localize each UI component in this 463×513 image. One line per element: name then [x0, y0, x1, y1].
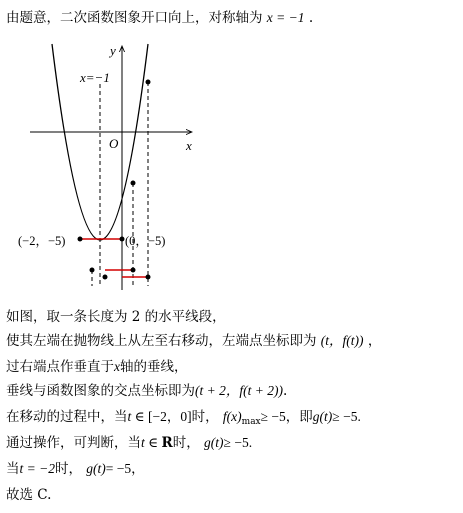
step-4-end: .: [282, 383, 288, 399]
step-line-4: [6, 382, 287, 400]
point-top-right: [146, 80, 151, 85]
step-5-c: ，即: [285, 409, 313, 425]
intro-end: .: [308, 10, 314, 26]
step-line-2: [6, 332, 381, 350]
step-3-var: x: [114, 359, 120, 374]
point-left-label: (−2，−5): [18, 234, 66, 248]
step-5-f: f(x): [222, 409, 242, 424]
symmetry-equation: x = −1: [266, 10, 305, 25]
y-axis-label: y: [110, 43, 116, 58]
step-1-text: 如图，取一条长度为 2 的水平线段，: [6, 309, 226, 325]
point-right-bottom: [146, 275, 151, 280]
step-2-coord: (t，f(t)): [320, 333, 364, 348]
step-6-ineq: ≥ −5.: [223, 435, 253, 450]
step-5-interval: ∈ [−2，0]: [131, 409, 192, 424]
step-5-b: 时，: [191, 409, 219, 425]
origin-label: O: [109, 136, 119, 151]
step-line-7: [6, 460, 145, 478]
step-7-g: g(t): [86, 461, 106, 476]
step-7-eq: t = −2: [19, 461, 55, 476]
step-line-1: [6, 308, 226, 326]
step-5-ineq2: ≥ −5.: [332, 409, 361, 424]
point-0-minus5: [120, 237, 125, 242]
point-vertex-segment: [103, 275, 108, 280]
step-6-R: R: [161, 435, 173, 451]
step-4-text: 垂线与函数图象的交点坐标即为: [6, 383, 195, 399]
point-near-vertex-left: [90, 268, 95, 273]
step-4-coord: (t + 2，f(t + 2)): [195, 383, 283, 398]
step-8-text: 故选 C.: [6, 487, 52, 503]
step-7-a: 当: [6, 461, 20, 477]
point-upper-curve: [131, 181, 136, 186]
step-5-a: 在移动的过程中，当: [6, 409, 128, 425]
step-6-in: ∈: [144, 435, 162, 450]
step-5-ineq: ≥ −5: [260, 409, 286, 424]
step-3-b: 轴的垂线，: [120, 359, 188, 375]
step-6-var: t: [141, 435, 145, 450]
point-minus2-minus5: [78, 237, 83, 242]
step-7-end: ，: [131, 461, 145, 477]
step-line-5: [6, 408, 361, 431]
step-5-var: t: [127, 409, 132, 424]
step-2-end: ，: [367, 333, 382, 349]
step-7-val: = −5: [105, 461, 132, 476]
point-right-low: [131, 268, 136, 273]
step-line-3: [6, 358, 188, 376]
step-7-b: 时，: [54, 461, 82, 477]
step-5-max: max: [241, 417, 261, 427]
point-right-label: (0，−5): [125, 234, 166, 248]
step-2-text: 使其左端在抛物线上从左至右移动，左端点坐标即为: [6, 333, 317, 349]
step-6-g: g(t): [204, 435, 224, 450]
x-axis-label: x: [186, 138, 192, 153]
intro-text: 由题意，二次函数图象开口向上，对称轴为: [6, 10, 263, 26]
step-5-g: g(t): [312, 409, 333, 424]
step-line-8: [6, 486, 51, 504]
step-6-a: 通过操作，可判断，当: [6, 435, 141, 451]
axis-of-symmetry-label: x=−1: [80, 70, 110, 85]
step-6-b: 时，: [172, 435, 200, 451]
step-3-a: 过右端点作垂直于: [6, 359, 114, 375]
step-line-6: [6, 434, 252, 452]
